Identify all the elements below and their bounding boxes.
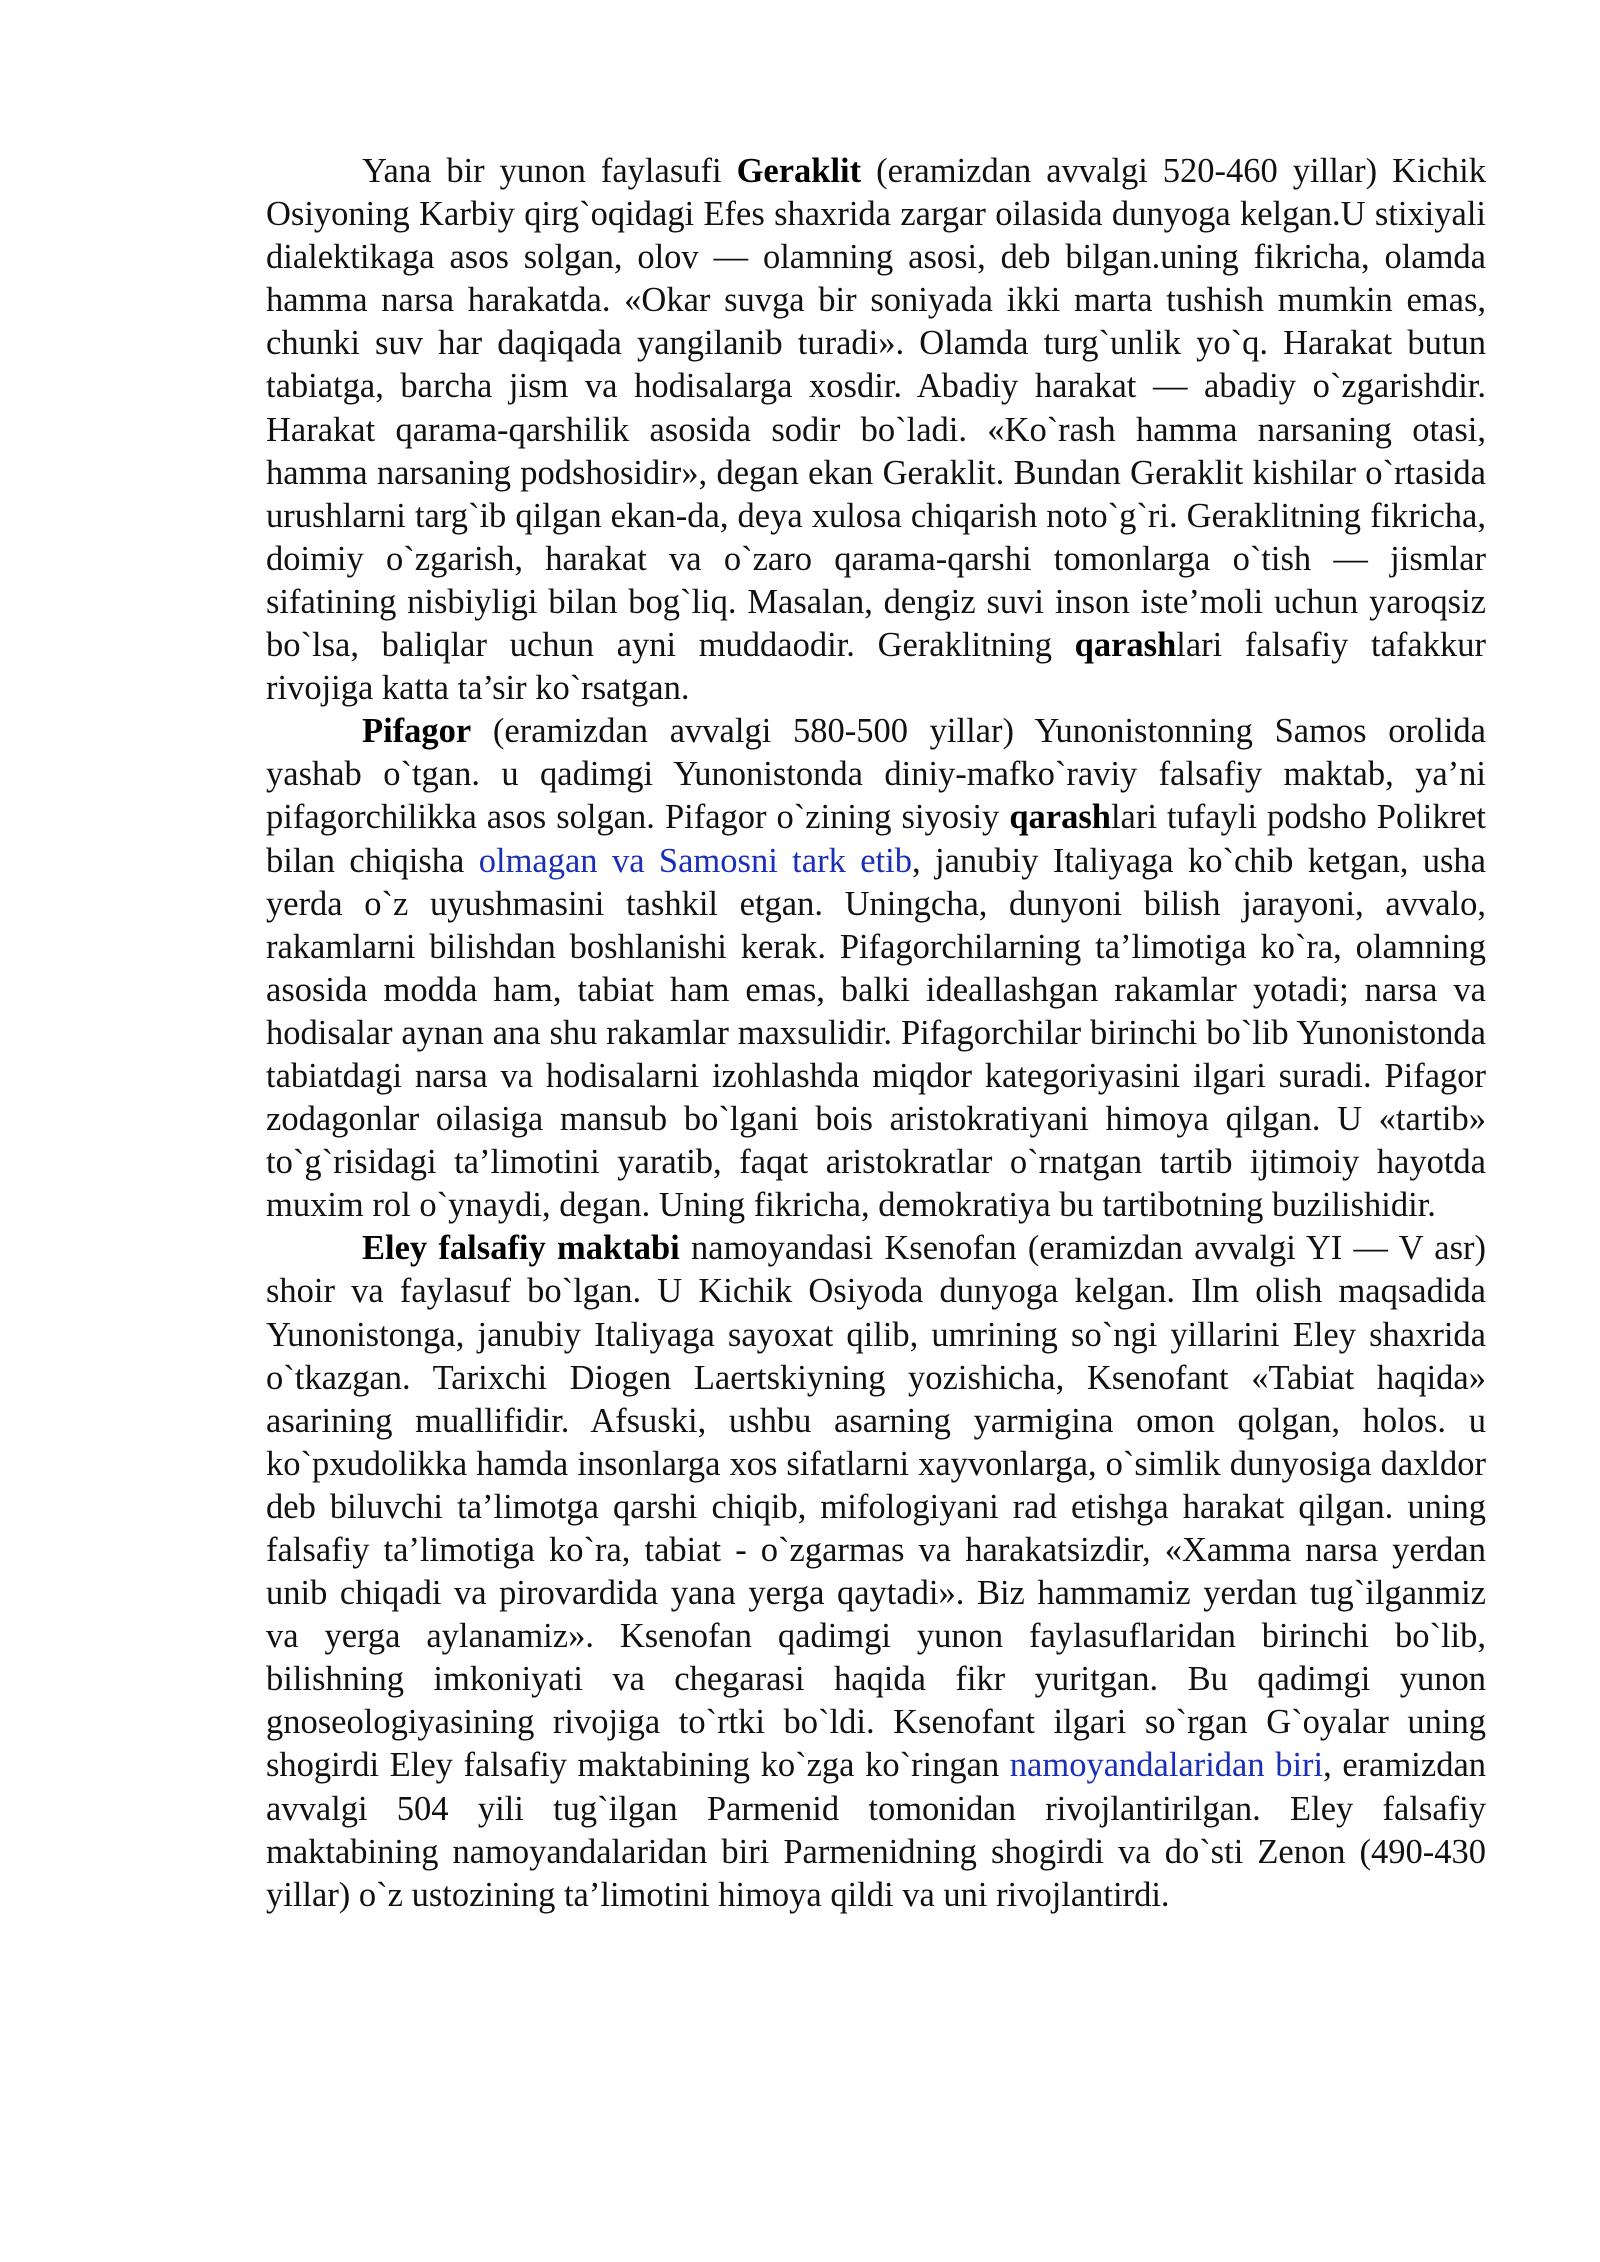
text-run: lari falsafiy tafakkur rivojiga katta ta’sir ko`rsatgan. <box>266 626 1486 708</box>
text-run: lari tufayli podsho Polikret bilan chiqisha <box>266 798 1486 880</box>
bold-term-pifagor: Pifagor <box>362 712 472 751</box>
text-run: namoyandasi Ksenofan (eramizdan avvalgi YI — V asr) shoir va faylasuf bo`lgan. U Kichik Osiyoda dunyoga kelgan. Ilm olish maqsadida Yunonistonga, janubiy Italiyaga sayoxat qilib, umrining so`ngi yillarini Eley shaxrida o`tkazgan. Tarixchi Diogen Laertskiyning yozishicha, Ksenofant «Tabiat haqida» asarining muallifidir. Afsuski, ushbu asarning yarmigina omon qolgan, holos. u ko`pxudolikka hamda insonlarga xos sifatlarni xayvonlarga, o`simlik dunyosiga daxldor deb biluvchi ta’limotga qarshi chiqib, mifologiyani rad etishga harakat qilgan. uning falsafiy ta’limotiga ko`ra, tabiat - o`zgarmas va harakatsizdir, «Xamma narsa yerdan unib chiqadi va pirovardida yana yerga qaytadi». Biz hammamiz yerdan tug`ilganmiz va yerga aylanamiz». Ksenofan qadimgi yunon faylasuflaridan birinchi bo`lib, bilishning imkoniyati va chegarasi haqida fikr yuritgan. Bu qadimgi yunon gnoseologiyasining rivojiga to`rtki bo`ldi. Ksenofant ilgari so`rgan G`oyalar uning shogirdi Eley falsafiy maktabining ko`zga ko`ringan <box>266 1229 1486 1785</box>
text-run: (eramizdan avvalgi 580-500 yillar) Yunonistonning Samos orolida yashab o`tgan. u qadimgi Yunonistonda diniy-mafko`raviy falsafiy maktab, ya’ni pifagorchilikka asos solgan. Pifagor o`zining siyosiy <box>266 712 1486 837</box>
bold-term-eley-maktabi: Eley falsafiy maktabi <box>362 1229 680 1268</box>
bold-term-qarash: qarash <box>1009 798 1111 837</box>
hyperlink-samos[interactable]: olmagan va Samosni tark etib <box>478 841 912 880</box>
bold-term-qarash: qarash <box>1074 626 1177 665</box>
text-run: Yana bir yunon faylasufi <box>362 152 737 190</box>
bold-term-geraklit: Geraklit <box>736 152 862 190</box>
document-body <box>266 150 1486 1917</box>
text-run: (eramizdan avvalgi 520-460 yillar) Kichik Osiyoning Karbiy qirg`oqidagi Efes shaxrida zargar oilasida dunyoga kelgan.U stixiyali dialektikaga asos solgan, olov — olamning asosi, deb bilgan.uning fikricha, olamda hamma narsa harakatda. «Okar suvga bir soniyada ikki marta tushish mumkin emas, chunki suv har daqiqada yangilanib turadi». Olamda turg`unlik yo`q. Harakat butun tabiatga, barcha jism va hodisalarga xosdir. Abadiy harakat — abadiy o`zgarishdir. Harakat qarama-qarshilik asosida sodir bo`ladi. «Ko`rash hamma narsaning otasi, hamma narsaning podshosidir», degan ekan Geraklit. Bundan Geraklit kishilar o`rtasida urushlarni targ`ib qilgan ekan-da, deya xulosa chiqarish noto`g`ri. Geraklitning fikricha, doimiy o`zgarish, harakat va o`zaro qarama-qarshi tomonlarga o`tish — jismlar sifatining nisbiyligi bilan bog`liq. Masalan, dengiz suvi inson iste’moli uchun yaroqsiz bo`lsa, baliqlar uchun ayni muddaodir. Geraklitning <box>266 152 1486 665</box>
text-run: , eramizdan avvalgi 504 yili tug`ilgan Parmenid tomonidan rivojlantirilgan. Eley falsafiy maktabining namoyandalaridan biri Parmenidning shogirdi va do`sti Zenon (490-430 yillar) o`z ustozining ta’limotini himoya qildi va uni rivojlantirdi. <box>266 1746 1487 1914</box>
paragraph-eley <box>266 1227 1486 1917</box>
paragraph-geraklit <box>266 150 1486 710</box>
paragraph-pifagor <box>266 710 1486 1227</box>
hyperlink-namoyandalar[interactable]: namoyandalaridan biri <box>1009 1746 1324 1785</box>
text-run: , janubiy Italiyaga ko`chib ketgan, usha yerda o`z uyushmasini tashkil etgan. Uningcha, dunyoni bilish jarayoni, avvalo, rakamlarni bilishdan boshlanishi kerak. Pifagorchilarning ta’limotiga ko`ra, olamning asosida modda ham, tabiat ham emas, balki ideallashgan rakamlar yotadi; narsa va hodisalar aynan ana shu rakamlar maxsulidir. Pifagorchilar birinchi bo`lib Yunonistonda tabiatdagi narsa va hodisalarni izohlashda miqdor kategoriyasini ilgari suradi. Pifagor zodagonlar oilasiga mansub bo`lgani bois aristokratiyani himoya qilgan. U «tartib» to`g`risidagi ta’limotini yaratib, faqat aristokratlar o`rnatgan tartib ijtimoiy hayotda muxim rol o`ynaydi, degan. Uning fikricha, demokratiya bu tartibotning buzilishidir. <box>266 841 1486 1225</box>
